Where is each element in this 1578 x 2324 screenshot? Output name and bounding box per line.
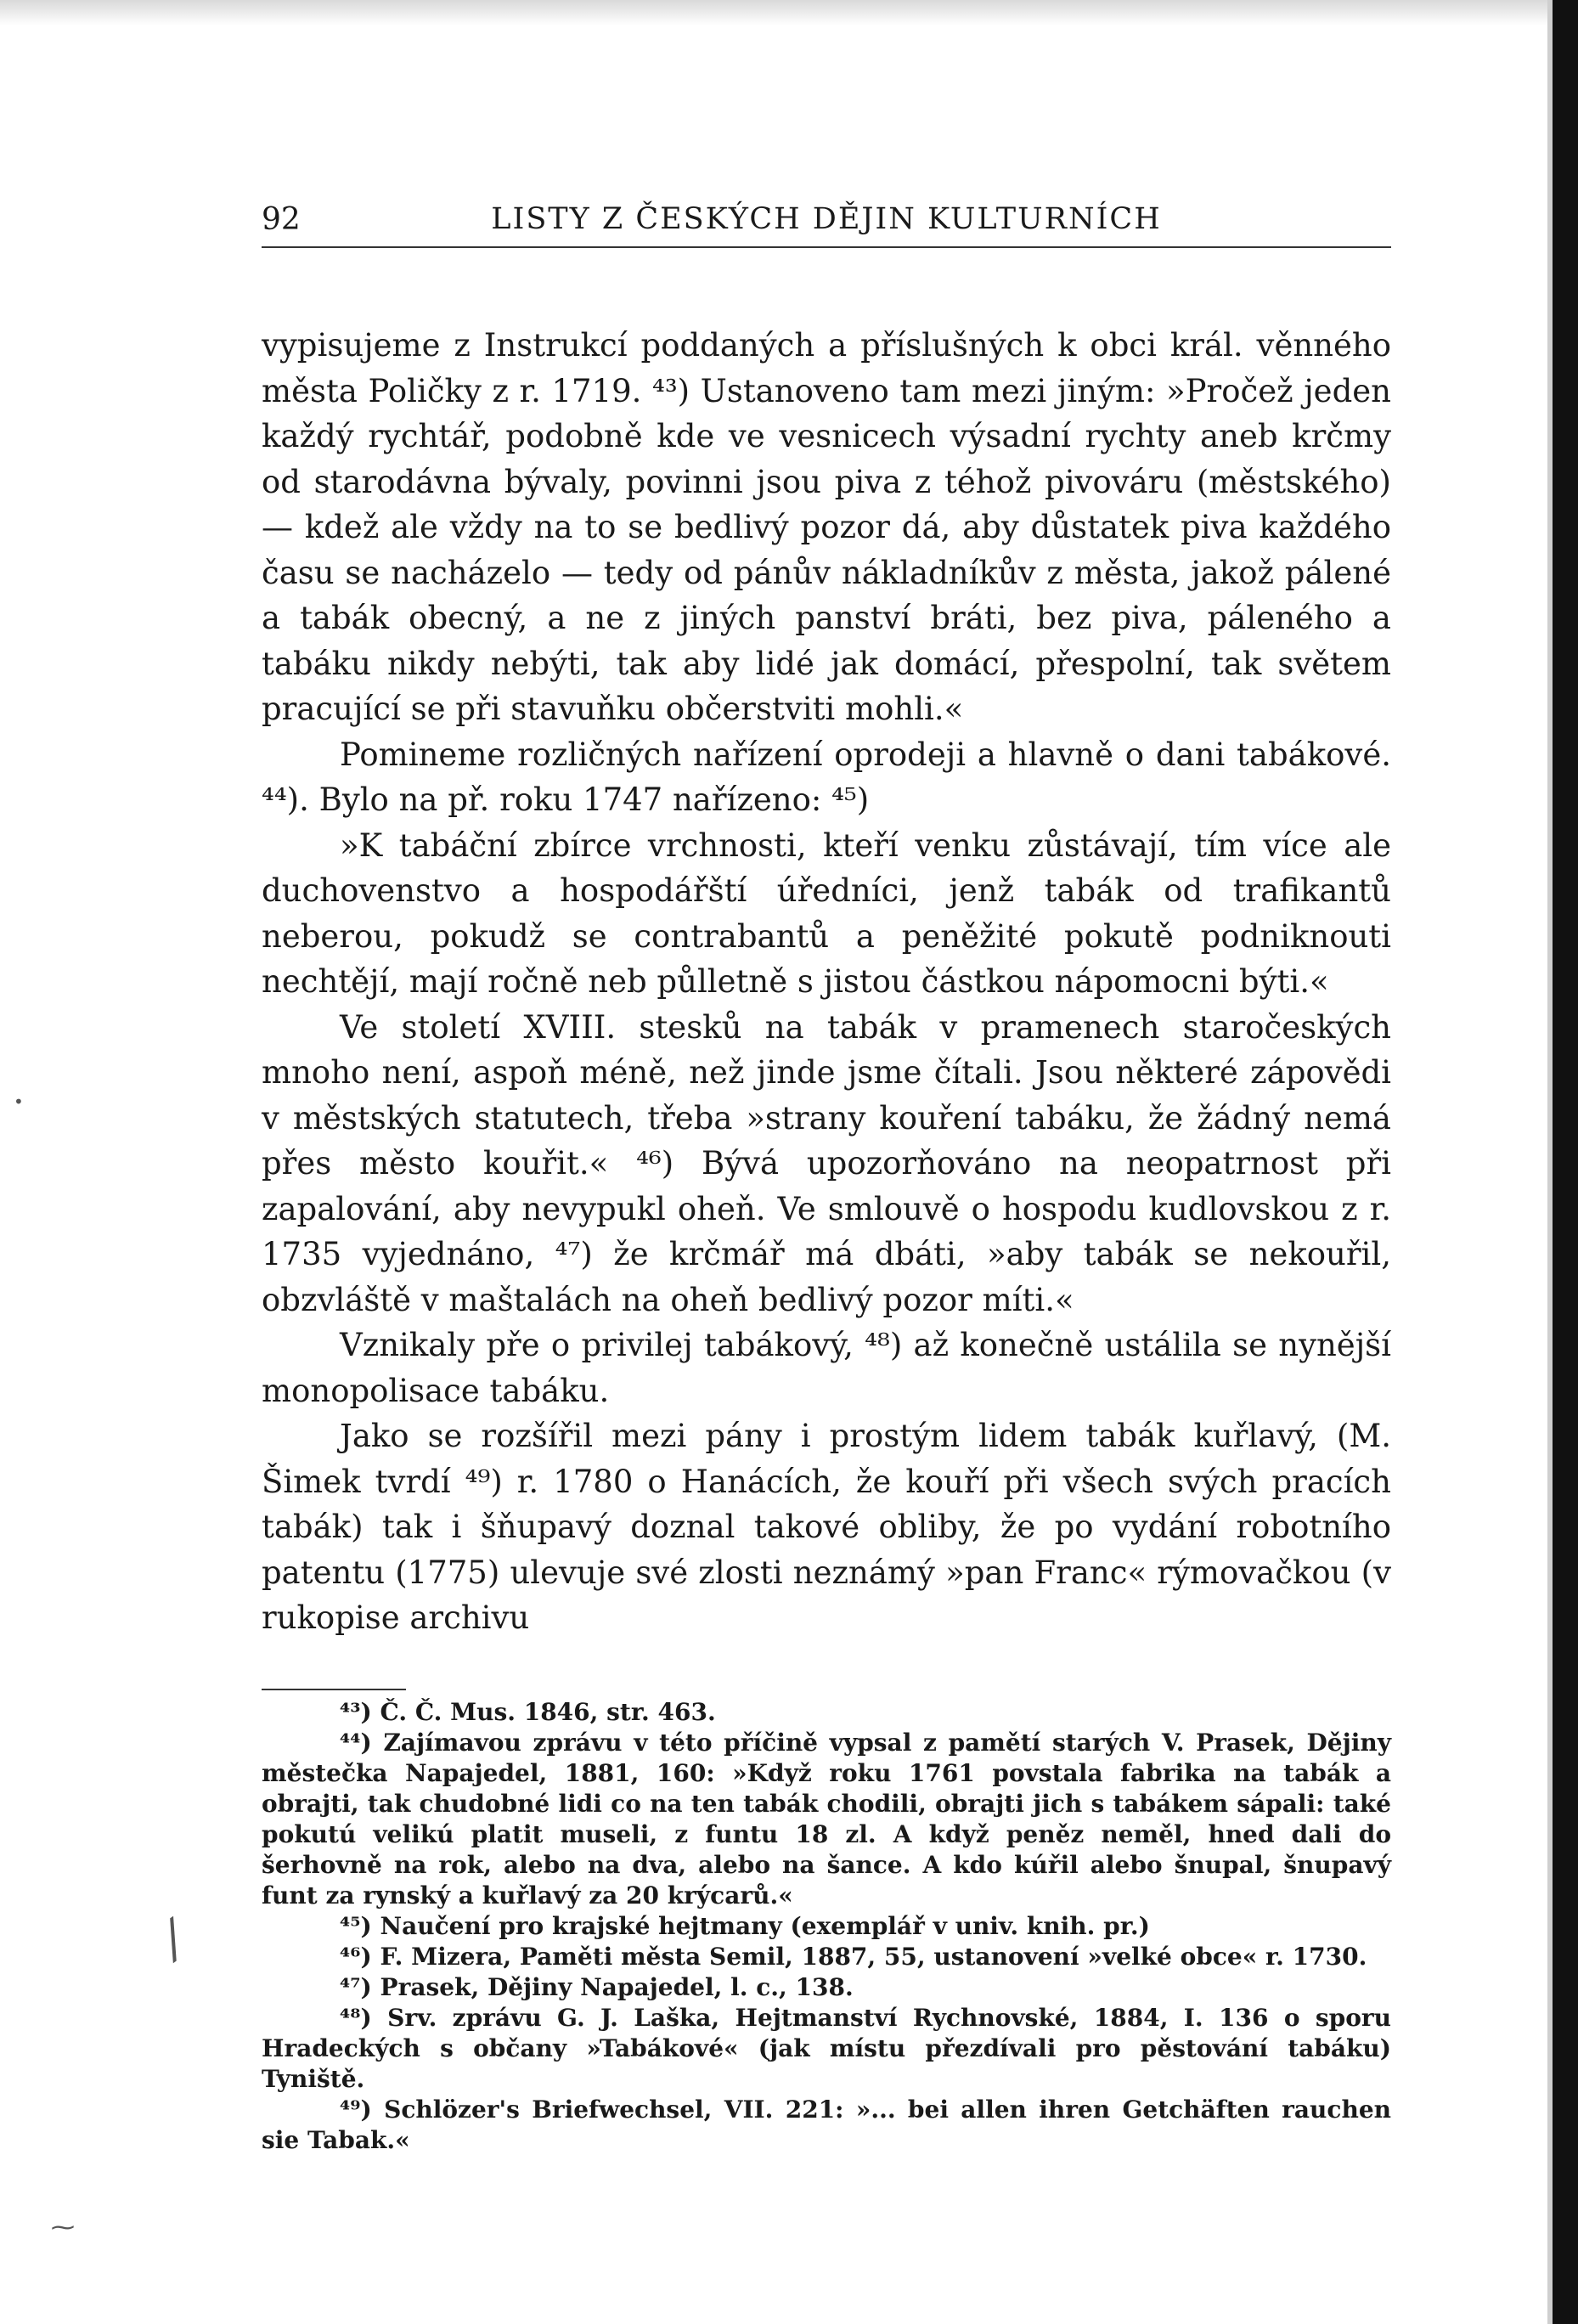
page-number: 92 bbox=[262, 202, 301, 237]
page-header bbox=[262, 194, 1391, 248]
footnote: ⁴⁵) Naučení pro krajské hejtmany (exemplář v univ. knih. pr.) bbox=[340, 1911, 1150, 1940]
book-page bbox=[262, 194, 1391, 2156]
footnote: ⁴³) Č. Č. Mus. 1846, str. 463. bbox=[340, 1697, 716, 1726]
paragraph: Vznikaly pře o privilej tabákový, ⁴⁸) až konečně ustálila se nynější monopolisace tabáku. bbox=[262, 1327, 1391, 1409]
paragraph: »K tabáční zbírce vrchnosti, kteří venku zůstávají, tím více ale duchovenstvo a hospodářští úředníci, jenž tabák od trafikantů neberou, pokudž se contrabantů a peněžité pokutě podniknouti nechtějí, mají ročně neb půlletně s jistou částkou nápomocni býti.« bbox=[262, 826, 1391, 1000]
footnote-separator bbox=[262, 1689, 406, 1690]
paragraph: Ve století XVIII. stesků na tabák v pramenech staročeských mnoho není, aspoň méně, než jinde jsme čítali. Jsou některé zápovědi v městských statutech, třeba »strany kouření tabáku, že žádný nemá přes město kouřit.« ⁴⁶) Bývá upozorňováno na neopatrnost při zapalování, aby nevypukl oheň. Ve smlouvě o hospodu kudlovskou z r. 1735 vyjednáno, ⁴⁷) že krčmář má dbáti, »aby tabák se nekouřil, obzvláště v maštalách na oheň bedlivý pozor míti.« bbox=[262, 1008, 1391, 1318]
scan-dash-mark: ⁓ bbox=[51, 2213, 75, 2241]
paragraph: vypisujeme z Instrukcí poddaných a příslušných k obci král. věnného města Poličky z r. 1719. ⁴³) Ustanoveno tam mezi jiným: »Pročež jeden každý rychtář, podobně kde ve vesnicech výsadní rychty aneb krčmy od starodávna bývaly, povinni jsou piva z téhož pivováru (městského) — kdež ale vždy na to se bedlivý pozor dá, aby důstatek piva každého času se nacházelo — tedy od pánův nákladníkův z města, jakož pálené a tabák obecný, a ne z jiných panství bráti, bez piva, páleného a tabáku nikdy nebýti, tak aby lidé jak domácí, přespolní, tak světem pracující se při stavuňku občerstviti mohli.« bbox=[262, 327, 1391, 727]
scan-top-shadow bbox=[0, 0, 1578, 25]
pencil-stroke-mark: ⁄ bbox=[153, 1914, 195, 1968]
scan-dot-mark: • bbox=[14, 1091, 24, 1112]
footnote: ⁴⁶) F. Mizera, Paměti města Semil, 1887, 55, ustanovení »velké obce« r. 1730. bbox=[340, 1942, 1367, 1971]
footnotes bbox=[262, 1697, 1391, 2156]
scan-edge-dark bbox=[1553, 0, 1578, 2324]
main-text bbox=[262, 323, 1391, 1641]
footnote: ⁴⁸) Srv. zprávu G. J. Laška, Hejtmanství Rychnovské, 1884, I. 136 o sporu Hradeckých s občany »Tabákové« (jak místu přezdívali pro pěstování tabáku) Tyniště. bbox=[262, 2003, 1391, 2093]
running-title: LISTY Z ČESKÝCH DĚJIN KULTURNÍCH bbox=[491, 202, 1162, 236]
paragraph: Jako se rozšířil mezi pány i prostým lidem tabák kuřlavý, (M. Šimek tvrdí ⁴⁹) r. 1780 o Hanácích, že kouří při všech svých pracích tabák) tak i šňupavý doznal takové obliby, že po vydání robotního patentu (1775) ulevuje své zlosti neznámý »pan Franc« rýmovačkou (v rukopise archivu bbox=[262, 1418, 1391, 1636]
footnote: ⁴⁹) Schlözer's Briefwechsel, VII. 221: »... bei allen ihren Getchäften rauchen sie Tabak.« bbox=[262, 2095, 1391, 2154]
footnote: ⁴⁴) Zajímavou zprávu v této příčině vypsal z pamětí starých V. Prasek, Dějiny městečka Napajedel, 1881, 160: »Když roku 1761 povstala fabrika na tabák a obrajti, tak chudobné lidi co na ten tabák chodili, obrajti jich s tabákem sápali: také pokutú velikú platit museli, z funtu 18 zl. A když peněz neměl, hned dali do šerhovně na rok, alebo na dva, alebo na šance. A kdo kúřil alebo šnupal, šnupavý funt za rynský a kuřlavý za 20 krýcarů.« bbox=[262, 1728, 1391, 1909]
footnote: ⁴⁷) Prasek, Dějiny Napajedel, l. c., 138. bbox=[340, 1972, 854, 2001]
paragraph: Pomineme rozličných nařízení oprodeji a hlavně o dani tabákové. ⁴⁴). Bylo na př. roku 1747 nařízeno: ⁴⁵) bbox=[262, 736, 1391, 818]
